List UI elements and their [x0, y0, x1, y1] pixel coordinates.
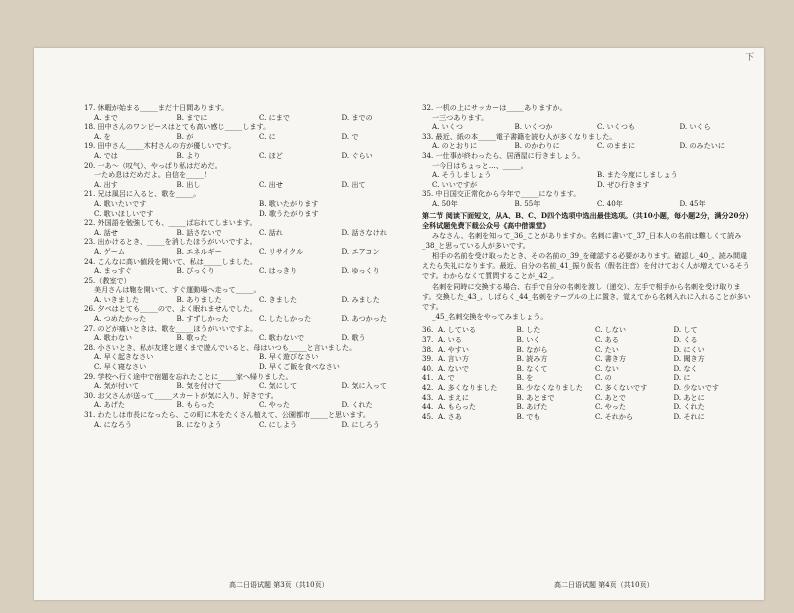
answer-option: A. を — [94, 131, 111, 141]
option-row — [84, 151, 414, 161]
question-stem: 24. こんなに高い値段を聞いて、私は_____しました。 — [84, 256, 258, 266]
answer-option: D. までの — [341, 112, 373, 122]
option-row — [84, 362, 414, 372]
answer-option: A. いきました — [94, 294, 140, 304]
question — [84, 343, 414, 372]
answer-option: B. いく — [516, 334, 541, 344]
option-row — [84, 209, 414, 219]
passage-paragraph: _45_名刺交換をやってみましょう。 — [432, 312, 548, 322]
answer-option: A. まっすぐ — [94, 266, 133, 276]
answer-option: A. さあ — [438, 411, 462, 421]
answer-option: C. 40年 — [597, 198, 623, 208]
question-stem: 31. わたしは市長になったら、この町に木をたくさん植えて、公園都市_____と思います。 — [84, 410, 370, 419]
answer-option: B. が — [176, 131, 194, 141]
question-stem: 32. 一机の上にサッカーは_____ありますか。 — [422, 103, 567, 112]
question-stem: 30. お父さんが送って_____スカートが気に入り、好きです。 — [84, 390, 278, 400]
answer-option: B. のかわりに — [514, 141, 560, 151]
question — [84, 324, 414, 343]
question — [84, 161, 414, 190]
answer-option: A. まえに — [438, 392, 469, 402]
cloze-number: 42. — [422, 382, 434, 392]
question — [84, 103, 414, 122]
question-stem: 18. 田中さんのワンピースはとても高い感じ_____します。 — [84, 122, 271, 132]
answer-option: C. にまで — [259, 112, 290, 122]
question-stem: 25.（教室で） — [84, 275, 131, 285]
answer-option: D. 歌うたがります — [259, 208, 319, 218]
answer-option: B. 話さないで — [176, 227, 222, 237]
option-row — [84, 132, 414, 142]
cloze-number: 45. — [422, 411, 434, 421]
answer-option: A. 50年 — [432, 198, 458, 208]
option-row — [84, 199, 414, 209]
answer-option: C. 書き方 — [595, 354, 626, 364]
cloze-row — [422, 364, 752, 374]
answer-option: B. 55年 — [514, 198, 541, 208]
answer-option: A. いる — [438, 334, 462, 344]
answer-option: C. たい — [595, 344, 619, 354]
cloze-row — [422, 412, 752, 422]
option-row — [84, 333, 414, 343]
reading-passage — [422, 231, 752, 323]
question-stem: 21. 兄は風呂に入ると、歌を_____。 — [84, 189, 201, 199]
answer-option: A. 歌いたいです — [94, 198, 147, 208]
answer-option: A. もらった — [438, 402, 477, 412]
cloze-number: 39. — [422, 354, 434, 364]
answer-option: B. になりよう — [176, 419, 222, 429]
answer-option: D. で — [341, 131, 359, 141]
exam-sheet — [34, 48, 764, 600]
answer-option: A. ゲーム — [94, 246, 125, 256]
question — [84, 189, 414, 218]
question — [84, 391, 414, 410]
answer-option: A. つめたかった — [94, 314, 147, 324]
answer-option: B. なくて — [516, 363, 548, 373]
answer-option: D. して — [673, 325, 698, 335]
answer-option: D. 気に入って — [341, 381, 387, 391]
answer-option: C. 歌いほしいです — [94, 208, 154, 218]
cloze-number: 44. — [422, 402, 434, 412]
answer-option: D. ゆっくり — [341, 266, 380, 276]
answer-option: D. 出て — [341, 179, 366, 189]
cloze-number: 43. — [422, 392, 434, 402]
answer-option: D. いくら — [679, 122, 711, 132]
answer-option: A. 気が付いて — [94, 381, 140, 391]
answer-option: D. なく — [673, 363, 698, 373]
answer-option: C. 多くないです — [595, 382, 648, 392]
answer-option: B. した — [516, 325, 541, 335]
cloze-number: 38. — [422, 344, 434, 354]
option-row — [422, 141, 752, 151]
corner-mark: 下 — [744, 53, 754, 63]
answer-option: C. の — [595, 373, 612, 383]
answer-option: B. あとまで — [516, 392, 555, 402]
cloze-number: 40. — [422, 363, 434, 373]
answer-option: C. それから — [595, 411, 634, 421]
answer-option: D. それに — [673, 411, 705, 421]
answer-option: C. はっきり — [259, 266, 298, 276]
answer-option: D. にくい — [673, 344, 705, 354]
answer-option: A. 話せ — [94, 227, 118, 237]
question-stem: 33. 最近、紙の本_____電子書籍を読む人が多くなりました。 — [422, 131, 617, 141]
answer-option: B. を — [516, 373, 534, 383]
answer-option: A. ないで — [438, 363, 469, 373]
option-row — [84, 420, 414, 430]
question — [84, 372, 414, 391]
answer-option: D. 少ないです — [673, 382, 719, 392]
answer-option: C. 早く寝なさい — [94, 362, 147, 372]
answer-option: C. ほど — [259, 150, 283, 160]
question-line: 美月さんは鞄を開いて、すぐ運動場へ走って_____。 — [94, 285, 261, 295]
answer-option: A. 多くなりました — [438, 382, 498, 392]
question — [84, 218, 414, 237]
cloze-options — [422, 325, 752, 421]
right-column — [422, 103, 752, 421]
answer-option: B. 出し — [176, 179, 201, 189]
answer-option: A. 早く起きなさい — [94, 352, 154, 362]
answer-option: D. エアコン — [341, 246, 380, 256]
answer-option: B. ながら — [516, 344, 548, 354]
answer-option: B. 読み方 — [516, 354, 548, 364]
question — [84, 410, 414, 429]
answer-option: D. にしろう — [341, 419, 380, 429]
cloze-number: 37. — [422, 334, 434, 344]
answer-option: B. すずしかった — [176, 314, 229, 324]
answer-option: C. ない — [595, 363, 619, 373]
answer-option: B. びっくり — [176, 266, 215, 276]
answer-option: D. 話さなけれ — [341, 227, 387, 237]
option-row — [84, 247, 414, 257]
answer-option: B. 早く遊びなさい — [259, 352, 319, 362]
question — [84, 122, 414, 141]
answer-option: D. のみたいに — [679, 141, 725, 151]
option-row — [84, 113, 414, 123]
answer-option: B. 気を付けて — [176, 381, 222, 391]
answer-option: D. あとに — [673, 392, 705, 402]
question — [422, 151, 752, 189]
question-line: 一ため息はだめだよ。自信を_____！ — [94, 170, 212, 180]
option-row — [422, 199, 752, 209]
answer-option: D. ぐらい — [341, 150, 373, 160]
answer-option: C. ある — [595, 334, 619, 344]
answer-option: A. では — [94, 150, 118, 160]
option-row — [84, 400, 414, 410]
cloze-row — [422, 345, 752, 355]
passage-paragraph: 相手の名前を受け取ったとき、その名前の_39_を確認する必要があります。確認し_40_、読み間違えたら失礼になります。最近、自分の名前_41_振り仮名（假名注音）を付けておく人が増えているそうです。わからなくて質問することが_42_。 — [422, 250, 750, 281]
answer-option: A. になろう — [94, 419, 133, 429]
answer-option: B. でも — [516, 411, 541, 421]
answer-option: C. に — [259, 131, 276, 141]
answer-option: D. ぜひ行きます — [597, 179, 650, 189]
question-stem: 34. 一仕事が終わったら、居酒屋に行きましょう。 — [422, 150, 585, 160]
question — [84, 276, 414, 305]
option-row — [422, 122, 752, 132]
answer-option: D. くれた — [341, 400, 373, 410]
cloze-row — [422, 373, 752, 383]
answer-option: D. 早くご飯を食べなさい — [259, 362, 340, 372]
cloze-number: 36. — [422, 325, 434, 335]
answer-option: C. 歌わないで — [259, 333, 305, 343]
question-line: 一三つあります。 — [432, 112, 489, 122]
answer-option: B. あげた — [516, 402, 548, 412]
answer-option: C. のままに — [597, 141, 636, 151]
option-row — [84, 180, 414, 190]
answer-option: B. 歌った — [176, 333, 208, 343]
answer-option: A. している — [438, 325, 477, 335]
question — [422, 103, 752, 132]
answer-option: D. くれた — [673, 402, 705, 412]
cloze-row — [422, 335, 752, 345]
question-stem: 35. 中日国交正常化から今年で_____になります。 — [422, 189, 581, 199]
passage-paragraph: 名刺を同時に交換する場合、右手で自分の名刺を渡し（递交）、左手で相手から名刺を受け取ります。交換した_43_、しばらく_44_名刺をテーブルの上に置き、覚えてから名刺入れに入れることが多いです。 — [422, 281, 751, 311]
question — [84, 304, 414, 323]
answer-option: D. 聞き方 — [673, 354, 705, 364]
cloze-row — [422, 393, 752, 403]
answer-option: A. 言い方 — [438, 354, 469, 364]
question — [84, 257, 414, 276]
answer-option: C. いいですが — [432, 179, 478, 189]
right-questions — [422, 103, 752, 209]
answer-option: C. やった — [259, 400, 290, 410]
question — [84, 237, 414, 256]
answer-option: B. いくつか — [514, 122, 553, 132]
answer-option: A. のとおりに — [432, 141, 478, 151]
answer-option: C. したしかった — [259, 314, 312, 324]
question-stem: 17. 休暇が始まる_____まだ十日間あります。 — [84, 103, 229, 112]
question-stem: 29. 学校へ行く途中で宿題を忘れたことに_____家へ帰りました。 — [84, 371, 293, 381]
option-row — [84, 295, 414, 305]
answer-option: D. 歌う — [341, 333, 366, 343]
left-column — [84, 103, 414, 429]
option-row — [84, 266, 414, 276]
question-stem: 28. 小さいとき、私が友達と遅くまで遊んでいると、母はいつも_____と言いました。 — [84, 342, 357, 352]
question-stem: 22. 外国語を勉強しても、_____ば忘れてしまいます。 — [84, 218, 257, 228]
question — [422, 189, 752, 208]
answer-option: B. 少なくなりました — [516, 382, 583, 392]
option-row — [422, 170, 752, 180]
question — [84, 141, 414, 160]
answer-option: A. そうしましょう — [432, 170, 492, 180]
answer-option: D. くる — [673, 334, 698, 344]
answer-option: B. エネルギー — [176, 246, 222, 256]
answer-option: A. やすい — [438, 344, 469, 354]
answer-option: A. あげた — [94, 400, 125, 410]
cloze-row — [422, 383, 752, 393]
answer-option: A. いくつ — [432, 122, 463, 132]
answer-option: A. 出す — [94, 179, 118, 189]
question — [422, 132, 752, 151]
answer-option: A. 歌わない — [94, 333, 133, 343]
cloze-row — [422, 325, 752, 335]
option-row — [422, 180, 752, 190]
passage-paragraph: みなさん、名刺を知って_36_ことがありますか。名刺に書いて_37_日本人の名前は難しくて読み_38_と思っている人が多いです。 — [422, 230, 742, 250]
option-row — [84, 381, 414, 391]
answer-option: A. まで — [94, 112, 118, 122]
question-stem: 23. 出かけるとき、_____を消したほうがいいですよ。 — [84, 237, 257, 247]
answer-option: C. 出せ — [259, 179, 283, 189]
page-footer-right: 高二日语试题 第4页（共10页） — [554, 581, 654, 589]
page-footer-left: 高二日语试题 第3页（共10页） — [229, 581, 329, 589]
answer-option: A. で — [438, 373, 455, 383]
answer-option: B. また今度にしましょう — [597, 170, 678, 180]
answer-option: C. いくつも — [597, 122, 636, 132]
answer-option: C. リサイクル — [259, 246, 304, 256]
question-stem: 27. のどが痛いときは、歌を_____ほうがいいですよ。 — [84, 323, 258, 333]
answer-option: B. ありました — [176, 294, 222, 304]
answer-option: C. あとで — [595, 392, 626, 402]
answer-option: B. までに — [176, 112, 208, 122]
answer-option: C. やった — [595, 402, 626, 412]
answer-option: C. しない — [595, 325, 626, 335]
answer-option: B. 歌いたがります — [259, 198, 319, 208]
cloze-row — [422, 402, 752, 412]
answer-option: D. あつかった — [341, 314, 387, 324]
question-stem: 20. 一あ～（叹气）、やっぱり私はだめだ。 — [84, 160, 222, 170]
question-stem: 19. 田中さん_____木村さんの方が優しいです。 — [84, 141, 236, 151]
cloze-number: 41. — [422, 373, 434, 383]
section-title: 第二节 阅读下面短文，从A、B、C、D四个选项中选出最佳选项。（共10小题，每小题2分，满分20分）全科试题免费下载公众号《高中借课堂》 — [422, 210, 750, 230]
answer-option: C. 話れ — [259, 227, 283, 237]
answer-option: B. より — [176, 150, 201, 160]
question-stem: 26. 夕べはとても_____ので、よく眠れませんでした。 — [84, 304, 258, 314]
answer-option: D. に — [673, 373, 691, 383]
option-row — [84, 352, 414, 362]
answer-option: C. にしよう — [259, 419, 298, 429]
answer-option: D. 45年 — [679, 198, 706, 208]
answer-option: D. みました — [341, 294, 380, 304]
question-line: 一今日はちょっと…、_____。 — [432, 160, 528, 170]
answer-option: C. 気にして — [259, 381, 298, 391]
cloze-row — [422, 354, 752, 364]
option-row — [84, 228, 414, 238]
answer-option: B. もらった — [176, 400, 215, 410]
answer-option: C. きました — [259, 294, 298, 304]
option-row — [84, 314, 414, 324]
